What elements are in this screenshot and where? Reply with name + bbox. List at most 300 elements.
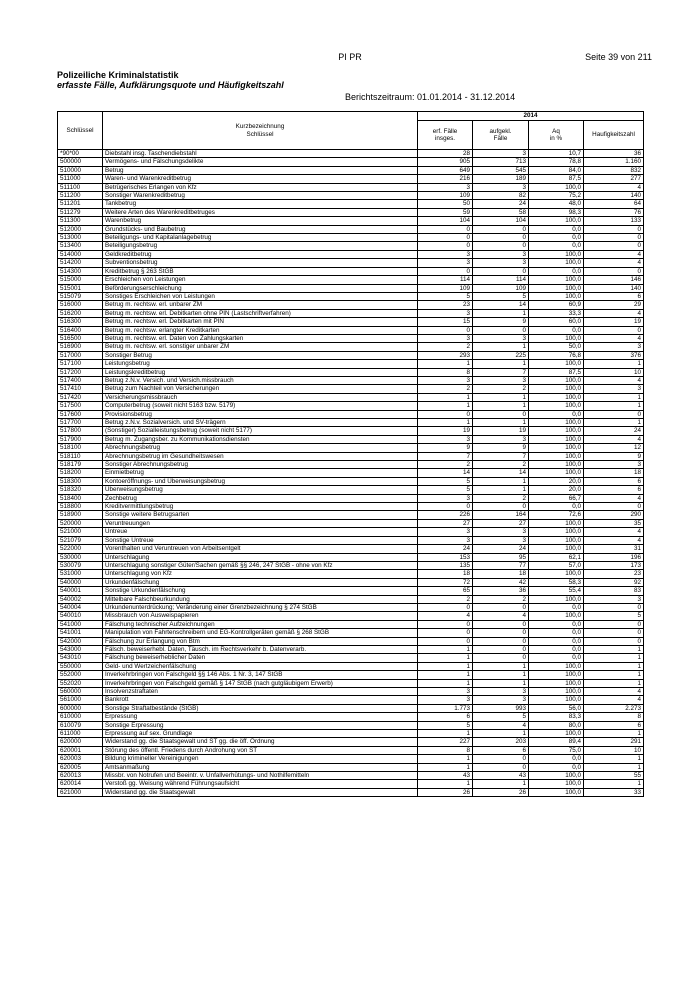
cell-solved: 3 <box>473 334 529 342</box>
table-row <box>58 755 644 763</box>
cell-key: 522000 <box>58 545 103 553</box>
cell-key: 518320 <box>58 486 103 494</box>
cell-description: Betrug m. rechtsw. erl. Debitkarten mit PIN <box>103 318 418 326</box>
cell-cases: 109 <box>418 192 473 200</box>
cell-rate: 84,0 <box>529 166 584 174</box>
cell-rate: 0,0 <box>529 225 584 233</box>
cell-description: Geld- und Wertzeichenfälschung <box>103 662 418 670</box>
col-header-solved: aufgekl. Fälle <box>473 121 529 150</box>
cell-cases: 0 <box>418 267 473 275</box>
cell-rate: 78,8 <box>529 158 584 166</box>
cell-rate: 100,0 <box>529 402 584 410</box>
cell-frequency: 0 <box>584 234 644 242</box>
cell-rate: 100,0 <box>529 292 584 300</box>
cell-rate: 75,2 <box>529 192 584 200</box>
statistics-table <box>57 111 644 797</box>
cell-cases: 65 <box>418 587 473 595</box>
cell-description: Urkundenfälschung <box>103 578 418 586</box>
cell-solved: 109 <box>473 284 529 292</box>
cell-description: Betrug m. rechtsw. erl. Debitkarten ohne PIN (Lastschriftverfahren) <box>103 309 418 317</box>
cell-rate: 20,0 <box>529 477 584 485</box>
cell-frequency: 1 <box>584 360 644 368</box>
cell-frequency: 4 <box>584 536 644 544</box>
cell-frequency: 55 <box>584 772 644 780</box>
cell-key: 518400 <box>58 494 103 502</box>
cell-cases: 0 <box>418 326 473 334</box>
cell-key: 552000 <box>58 671 103 679</box>
table-row <box>58 511 644 519</box>
cell-frequency: 6 <box>584 477 644 485</box>
cell-solved: 26 <box>473 788 529 796</box>
cell-cases: 114 <box>418 276 473 284</box>
cell-cases: 1 <box>418 393 473 401</box>
cell-key: 541000 <box>58 620 103 628</box>
cell-description: Vermögens- und Fälschungsdelikte <box>103 158 418 166</box>
cell-cases: 0 <box>418 620 473 628</box>
cell-description: Einmietbetrug <box>103 469 418 477</box>
cell-solved: 3 <box>473 250 529 258</box>
cell-solved: 82 <box>473 192 529 200</box>
cell-key: 514300 <box>58 267 103 275</box>
cell-solved: 164 <box>473 511 529 519</box>
cell-solved: 14 <box>473 301 529 309</box>
cell-rate: 100,0 <box>529 217 584 225</box>
cell-rate: 100,0 <box>529 427 584 435</box>
cell-cases: 2 <box>418 385 473 393</box>
cell-solved: 3 <box>473 150 529 158</box>
cell-cases: 227 <box>418 738 473 746</box>
table-row <box>58 629 644 637</box>
cell-solved: 2 <box>473 595 529 603</box>
cell-solved: 0 <box>473 637 529 645</box>
table-row <box>58 284 644 292</box>
cell-solved: 27 <box>473 519 529 527</box>
table-row <box>58 267 644 275</box>
table-row <box>58 452 644 460</box>
cell-cases: 3 <box>418 376 473 384</box>
cell-key: 500000 <box>58 158 103 166</box>
cell-description: Sonstige Urkundenfälschung <box>103 587 418 595</box>
cell-rate: 0,0 <box>529 755 584 763</box>
cell-cases: 3 <box>418 435 473 443</box>
cell-description: Abrechnungsbetrug <box>103 444 418 452</box>
cell-solved: 0 <box>473 326 529 334</box>
cell-rate: 20,0 <box>529 486 584 494</box>
cell-rate: 83,3 <box>529 713 584 721</box>
cell-key: 552020 <box>58 679 103 687</box>
cell-solved: 0 <box>473 755 529 763</box>
cell-solved: 1 <box>473 309 529 317</box>
cell-rate: 57,0 <box>529 561 584 569</box>
cell-solved: 9 <box>473 444 529 452</box>
cell-key: 517420 <box>58 393 103 401</box>
cell-solved: 1 <box>473 402 529 410</box>
cell-solved: 1 <box>473 486 529 494</box>
table-row <box>58 780 644 788</box>
cell-solved: 0 <box>473 267 529 275</box>
cell-description: Manipulation von Fahrtenschreibern und EG-Kontrollgeräten gemäß § 268 StGB <box>103 629 418 637</box>
cell-rate: 100,0 <box>529 696 584 704</box>
cell-rate: 0,0 <box>529 763 584 771</box>
cell-solved: 0 <box>473 234 529 242</box>
cell-solved: 545 <box>473 166 529 174</box>
table-row <box>58 536 644 544</box>
cell-description: (Sonstiger) Sozialleistungsbetrug (soweit nicht 5177) <box>103 427 418 435</box>
cell-frequency: 4 <box>584 309 644 317</box>
cell-cases: 28 <box>418 150 473 158</box>
cell-cases: 27 <box>418 519 473 527</box>
cell-frequency: 4 <box>584 494 644 502</box>
cell-solved: 1 <box>473 671 529 679</box>
cell-key: 517700 <box>58 419 103 427</box>
cell-key: 511300 <box>58 217 103 225</box>
cell-key: 511279 <box>58 208 103 216</box>
cell-rate: 87,5 <box>529 175 584 183</box>
cell-rate: 0,0 <box>529 242 584 250</box>
cell-frequency: 12 <box>584 444 644 452</box>
cell-solved: 993 <box>473 704 529 712</box>
cell-solved: 9 <box>473 318 529 326</box>
cell-rate: 98,3 <box>529 208 584 216</box>
cell-description: Waren- und Warenkreditbetrug <box>103 175 418 183</box>
cell-frequency: 83 <box>584 587 644 595</box>
cell-rate: 0,0 <box>529 637 584 645</box>
table-row <box>58 721 644 729</box>
cell-rate: 89,4 <box>529 738 584 746</box>
cell-key: 530000 <box>58 553 103 561</box>
cell-key: 513000 <box>58 234 103 242</box>
cell-cases: 0 <box>418 242 473 250</box>
cell-solved: 3 <box>473 528 529 536</box>
cell-solved: 3 <box>473 536 529 544</box>
cell-cases: 15 <box>418 318 473 326</box>
cell-description: Betrug m. Zugangsber. zu Kommunikationsdiensten <box>103 435 418 443</box>
cell-key: 540001 <box>58 587 103 595</box>
cell-rate: 80,0 <box>529 721 584 729</box>
cell-frequency: 1 <box>584 671 644 679</box>
cell-rate: 60,9 <box>529 301 584 309</box>
cell-cases: 5 <box>418 486 473 494</box>
cell-description: Beförderungserschleichung <box>103 284 418 292</box>
cell-frequency: 196 <box>584 553 644 561</box>
cell-solved: 0 <box>473 603 529 611</box>
table-row <box>58 620 644 628</box>
cell-key: 514200 <box>58 259 103 267</box>
cell-rate: 56,0 <box>529 704 584 712</box>
cell-description: Geldkreditbetrug <box>103 250 418 258</box>
cell-solved: 7 <box>473 452 529 460</box>
table-row <box>58 208 644 216</box>
cell-description: Widerstand gg. die Staatsgewalt <box>103 788 418 796</box>
cell-key: 511000 <box>58 175 103 183</box>
cell-description: Widerstand gg. die Staatsgewalt und ST gg. die öff. Ordnung <box>103 738 418 746</box>
cell-frequency: 1 <box>584 780 644 788</box>
cell-description: Fälschung technischer Aufzeichnungen <box>103 620 418 628</box>
cell-description: Betrug z.N.v. Sozialversich. und SV-trägern <box>103 419 418 427</box>
cell-key: 550000 <box>58 662 103 670</box>
cell-description: Abrechnungsbetrug im Gesundheitswesen <box>103 452 418 460</box>
cell-rate: 0,0 <box>529 645 584 653</box>
header-center: PI PR <box>338 52 362 62</box>
table-row <box>58 250 644 258</box>
cell-description: Fälschung zur Erlangung von Btm <box>103 637 418 645</box>
cell-key: 520000 <box>58 519 103 527</box>
table-row <box>58 545 644 553</box>
cell-key: 512000 <box>58 225 103 233</box>
cell-rate: 0,0 <box>529 326 584 334</box>
cell-rate: 0,0 <box>529 234 584 242</box>
cell-rate: 0,0 <box>529 654 584 662</box>
cell-frequency: 3 <box>584 343 644 351</box>
col-header-frequency: Haufigkeitszahl <box>584 121 644 150</box>
cell-cases: 1 <box>418 679 473 687</box>
cell-cases: 649 <box>418 166 473 174</box>
cell-frequency: 4 <box>584 250 644 258</box>
cell-cases: 104 <box>418 217 473 225</box>
cell-description: Erschleichen von Leistungen <box>103 276 418 284</box>
cell-key: 518300 <box>58 477 103 485</box>
table-row <box>58 486 644 494</box>
cell-description: Inverkehrbringen von Falschgeld gemäß § 147 StGB (nach gutgläubigem Erwerb) <box>103 679 418 687</box>
cell-frequency: 290 <box>584 511 644 519</box>
cell-rate: 100,0 <box>529 183 584 191</box>
table-row <box>58 578 644 586</box>
cell-cases: 3 <box>418 334 473 342</box>
cell-description: Betrug zum Nachteil von Versicherungen <box>103 385 418 393</box>
cell-cases: 0 <box>418 629 473 637</box>
cell-key: 620000 <box>58 738 103 746</box>
cell-description: Betrug m. rechtsw. erl. sonstiger unbarer ZM <box>103 343 418 351</box>
table-row <box>58 570 644 578</box>
cell-cases: 3 <box>418 536 473 544</box>
cell-rate: 100,0 <box>529 284 584 292</box>
cell-description: Erpressung <box>103 713 418 721</box>
cell-cases: 1 <box>418 780 473 788</box>
cell-description: Überweisungsbetrug <box>103 486 418 494</box>
table-row <box>58 427 644 435</box>
cell-frequency: 29 <box>584 301 644 309</box>
table-row <box>58 318 644 326</box>
cell-solved: 3 <box>473 259 529 267</box>
cell-description: Betrug <box>103 166 418 174</box>
cell-key: 517000 <box>58 351 103 359</box>
cell-cases: 3 <box>418 696 473 704</box>
cell-rate: 100,0 <box>529 662 584 670</box>
cell-key: 518200 <box>58 469 103 477</box>
table-row <box>58 435 644 443</box>
cell-frequency: 0 <box>584 410 644 418</box>
cell-frequency: 76 <box>584 208 644 216</box>
cell-rate: 48,0 <box>529 200 584 208</box>
cell-description: Bankrott <box>103 696 418 704</box>
cell-key: 517800 <box>58 427 103 435</box>
cell-description: Erpressung auf sex. Grundlage <box>103 730 418 738</box>
cell-key: 511100 <box>58 183 103 191</box>
cell-description: Beteiligungsbetrug <box>103 242 418 250</box>
cell-frequency: 10 <box>584 746 644 754</box>
cell-cases: 0 <box>418 234 473 242</box>
table-row <box>58 746 644 754</box>
cell-key: 610000 <box>58 713 103 721</box>
table-row <box>58 671 644 679</box>
cell-key: 540002 <box>58 595 103 603</box>
table-row <box>58 704 644 712</box>
cell-rate: 100,0 <box>529 536 584 544</box>
table-row <box>58 772 644 780</box>
cell-frequency: 23 <box>584 570 644 578</box>
cell-key: 521000 <box>58 528 103 536</box>
cell-description: Veruntreuungen <box>103 519 418 527</box>
cell-rate: 100,0 <box>529 612 584 620</box>
cell-description: Sonstige Straftatbestände (StGB) <box>103 704 418 712</box>
cell-rate: 100,0 <box>529 570 584 578</box>
cell-rate: 100,0 <box>529 469 584 477</box>
cell-frequency: 0 <box>584 326 644 334</box>
cell-cases: 0 <box>418 603 473 611</box>
cell-solved: 1 <box>473 393 529 401</box>
cell-rate: 100,0 <box>529 385 584 393</box>
cell-cases: 18 <box>418 570 473 578</box>
cell-solved: 6 <box>473 746 529 754</box>
cell-frequency: 33 <box>584 788 644 796</box>
cell-cases: 1.773 <box>418 704 473 712</box>
cell-description: Versicherungsmissbrauch <box>103 393 418 401</box>
cell-key: 517200 <box>58 368 103 376</box>
cell-rate: 100,0 <box>529 730 584 738</box>
cell-description: Kontoeröffnungs- und Überweisungsbetrug <box>103 477 418 485</box>
cell-key: 600000 <box>58 704 103 712</box>
cell-key: 620003 <box>58 755 103 763</box>
cell-key: 517500 <box>58 402 103 410</box>
cell-key: 516300 <box>58 318 103 326</box>
cell-key: 518179 <box>58 461 103 469</box>
cell-frequency: 4 <box>584 183 644 191</box>
table-row <box>58 292 644 300</box>
cell-cases: 9 <box>418 444 473 452</box>
cell-key: 611000 <box>58 730 103 738</box>
cell-description: Missbr. von Notrufen und Beeintr. v. Unfallverhütungs- und Nothilfemitteln <box>103 772 418 780</box>
cell-frequency: 1 <box>584 730 644 738</box>
table-row <box>58 158 644 166</box>
cell-solved: 1 <box>473 679 529 687</box>
cell-solved: 3 <box>473 435 529 443</box>
cell-rate: 100,0 <box>529 461 584 469</box>
cell-cases: 3 <box>418 688 473 696</box>
cell-description: Sonstiger Betrug <box>103 351 418 359</box>
cell-cases: 2 <box>418 461 473 469</box>
cell-cases: 905 <box>418 158 473 166</box>
cell-cases: 2 <box>418 343 473 351</box>
cell-key: 517600 <box>58 410 103 418</box>
cell-key: 542000 <box>58 637 103 645</box>
cell-description: Kreditbetrug § 263 StGB <box>103 267 418 275</box>
cell-frequency: 173 <box>584 561 644 569</box>
cell-cases: 1 <box>418 654 473 662</box>
cell-frequency: 3 <box>584 385 644 393</box>
cell-description: Kreditvermittlungsbetrug <box>103 503 418 511</box>
cell-cases: 226 <box>418 511 473 519</box>
cell-frequency: 1 <box>584 763 644 771</box>
cell-frequency: 140 <box>584 192 644 200</box>
cell-solved: 36 <box>473 587 529 595</box>
cell-rate: 62,1 <box>529 553 584 561</box>
cell-description: Verstoß gg. Weisung während Führungsaufsicht <box>103 780 418 788</box>
cell-key: 517100 <box>58 360 103 368</box>
table-row <box>58 730 644 738</box>
cell-description: Betrügerisches Erlangen von Kfz <box>103 183 418 191</box>
cell-solved: 2 <box>473 494 529 502</box>
table-row <box>58 553 644 561</box>
cell-cases: 3 <box>418 309 473 317</box>
cell-frequency: 8 <box>584 713 644 721</box>
cell-solved: 203 <box>473 738 529 746</box>
cell-rate: 100,0 <box>529 419 584 427</box>
cell-solved: 104 <box>473 217 529 225</box>
cell-description: Sonstiges Erschleichen von Leistungen <box>103 292 418 300</box>
cell-rate: 58,3 <box>529 578 584 586</box>
cell-cases: 3 <box>418 183 473 191</box>
cell-description: Warenbetrug <box>103 217 418 225</box>
cell-key: 518100 <box>58 444 103 452</box>
cell-key: 518110 <box>58 452 103 460</box>
cell-key: 513400 <box>58 242 103 250</box>
cell-solved: 0 <box>473 242 529 250</box>
report-period: Berichtszeitraum: 01.01.2014 - 31.12.2014 <box>345 92 516 102</box>
cell-cases: 26 <box>418 788 473 796</box>
cell-rate: 10,7 <box>529 150 584 158</box>
cell-cases: 0 <box>418 225 473 233</box>
cell-description: Urkundenunterdrückung; Veränderung einer Grenzbezeichnung § 274 StGB <box>103 603 418 611</box>
cell-solved: 4 <box>473 612 529 620</box>
cell-solved: 18 <box>473 570 529 578</box>
cell-frequency: 1 <box>584 419 644 427</box>
report-title: Polizeiliche Kriminalstatistik <box>57 70 179 80</box>
cell-frequency: 35 <box>584 519 644 527</box>
table-row <box>58 192 644 200</box>
cell-solved: 0 <box>473 410 529 418</box>
cell-description: Untreue <box>103 528 418 536</box>
cell-frequency: 277 <box>584 175 644 183</box>
table-row <box>58 217 644 225</box>
cell-frequency: 18 <box>584 469 644 477</box>
cell-solved: 7 <box>473 368 529 376</box>
cell-frequency: 4 <box>584 696 644 704</box>
cell-key: 511201 <box>58 200 103 208</box>
cell-key: 530079 <box>58 561 103 569</box>
cell-rate: 0,0 <box>529 629 584 637</box>
cell-solved: 1 <box>473 730 529 738</box>
cell-solved: 77 <box>473 561 529 569</box>
cell-description: Missbrauch von Ausweispapieren <box>103 612 418 620</box>
cell-key: 620001 <box>58 746 103 754</box>
cell-solved: 1 <box>473 360 529 368</box>
table-row <box>58 587 644 595</box>
cell-solved: 1 <box>473 419 529 427</box>
cell-description: Sonstige Erpressung <box>103 721 418 729</box>
cell-rate: 100,0 <box>529 671 584 679</box>
cell-frequency: 31 <box>584 545 644 553</box>
cell-key: 517400 <box>58 376 103 384</box>
table-row <box>58 326 644 334</box>
cell-key: 516500 <box>58 334 103 342</box>
cell-description: Betrug m. rechtsw. erlangter Kreditkarten <box>103 326 418 334</box>
cell-rate: 72,6 <box>529 511 584 519</box>
cell-rate: 100,0 <box>529 259 584 267</box>
table-row <box>58 234 644 242</box>
cell-key: 521079 <box>58 536 103 544</box>
cell-rate: 100,0 <box>529 360 584 368</box>
table-row <box>58 494 644 502</box>
